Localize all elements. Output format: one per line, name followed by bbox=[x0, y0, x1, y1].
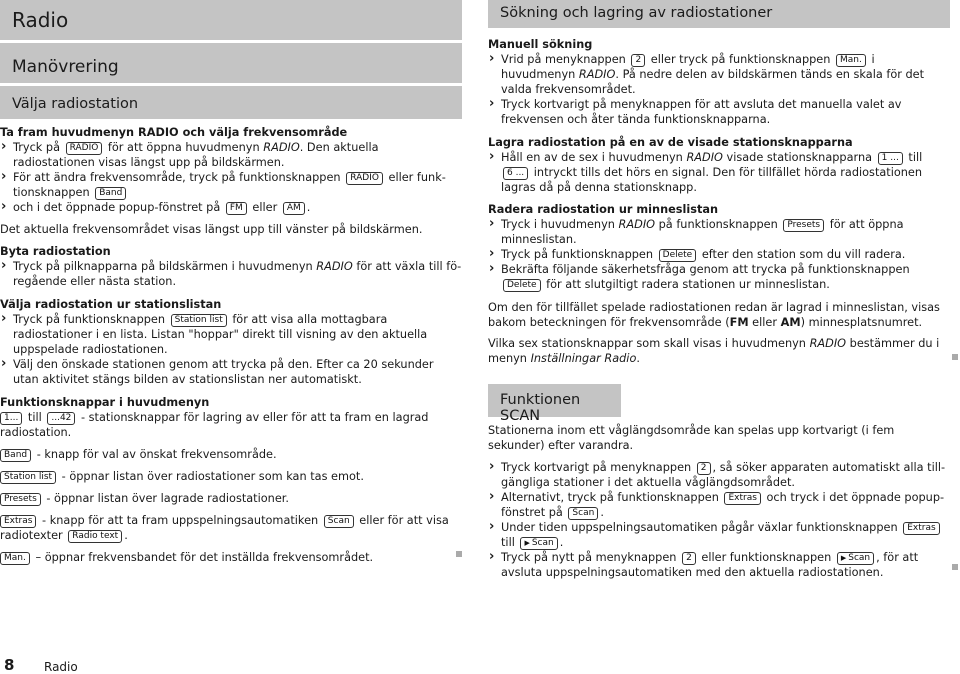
text: . bbox=[600, 506, 604, 519]
select-station-step: › Välj den önskade stationen genom att trycka på den. Efter ca 20 sekunder utan aktivitet stängs bilden av stationslistan ner automatiskt. bbox=[0, 357, 462, 387]
settings-paragraph bbox=[488, 336, 950, 366]
fk-band-row bbox=[0, 447, 462, 462]
text: Tryck på funktionsknappen bbox=[13, 313, 166, 326]
search-storage-heading: Sökning och lagring av radiostationer bbox=[488, 0, 950, 28]
text: eller funktionsknappen bbox=[13, 171, 446, 199]
text: visade stationsknapparna bbox=[726, 151, 873, 164]
presets-key: Presets bbox=[0, 493, 41, 506]
am-key: AM bbox=[283, 202, 305, 215]
fk-presets-row bbox=[0, 491, 462, 506]
scan-key: Scan bbox=[324, 515, 354, 528]
station-list-key: Station list bbox=[171, 314, 227, 327]
text: För att ändra frekvensområde, tryck på funktionsknappen bbox=[13, 171, 341, 184]
station-list-step bbox=[0, 312, 462, 357]
text: Tryck på pilknapparna på bildskärmen i huvudmenyn bbox=[13, 260, 313, 273]
memory-slot-paragraph bbox=[488, 300, 950, 330]
text: bestämmer du i menyn bbox=[488, 337, 940, 365]
text: . Den aktuella radiostationen visas längst upp på bildskärmen. bbox=[13, 141, 379, 169]
text: Tryck i huvudmenyn bbox=[501, 218, 615, 231]
text: för att öppna minneslistan. bbox=[501, 218, 904, 246]
manual-step-2: › Tryck kortvarigt på menyknappen för att avsluta det manuella valet av frekvensen och åter tända funktionsknapparna. bbox=[488, 97, 950, 127]
text: för att växla till föregående eller nästa station. bbox=[13, 260, 462, 288]
presets-key: Presets bbox=[783, 219, 824, 232]
text: till bbox=[27, 411, 42, 424]
text: Tryck på bbox=[13, 141, 61, 154]
preset-first-key: 1 ... bbox=[878, 152, 903, 165]
text: eller för att visa radiotexter bbox=[0, 514, 449, 542]
am-label: AM bbox=[780, 316, 801, 329]
settings-menu-name: Inställningar Radio bbox=[530, 352, 637, 365]
text: - knapp för val av önskat frekvensområde. bbox=[36, 448, 277, 461]
popup-step bbox=[0, 200, 462, 215]
text: intryckt tills det hörs en signal. Den för tillfället hörda radiostationen lagras då på denna stationsknapp. bbox=[501, 166, 923, 194]
section-heading: Manövrering bbox=[0, 43, 462, 83]
menu-knob-key: 2 bbox=[631, 54, 645, 67]
change-band-step bbox=[0, 170, 462, 200]
delete-station-block bbox=[488, 202, 950, 292]
intro-block bbox=[0, 125, 462, 237]
text: - stationsknappar för lagring av eller för att ta fram en lagrad radiostation. bbox=[0, 411, 429, 439]
radio-key: RADIO bbox=[346, 172, 383, 185]
text: Om den för tillfället spelade radiostationen redan är lagrad i minneslistan, visas bakom beteckningen för frekvensområde ( bbox=[488, 301, 940, 329]
store-station-block bbox=[488, 135, 950, 195]
text: och i det öppnade popup-fönstret på bbox=[13, 201, 221, 214]
current-band-note: Det aktuella frekvensområdet visas längst upp till vänster på bildskärmen. bbox=[0, 223, 423, 236]
text: - knapp för att ta fram uppspelningsautomatiken bbox=[42, 514, 319, 527]
scan-key: Scan bbox=[568, 507, 598, 520]
change-station-step bbox=[0, 259, 462, 289]
text: i huvudmenyn bbox=[501, 53, 875, 81]
text: efter den station som du vill radera. bbox=[701, 248, 906, 261]
band-key: Band bbox=[95, 187, 126, 200]
scan-intro: Stationerna inom ett våglängdsområde kan spelas upp kortvarigt (i fem sekunder) efter varandra. bbox=[488, 424, 895, 452]
text: för att öppna huvudmenyn bbox=[107, 141, 260, 154]
text: Tryck kortvarigt på menyknappen bbox=[501, 461, 692, 474]
page-number: 8 bbox=[4, 656, 15, 674]
menu-name: RADIO bbox=[618, 218, 656, 231]
text: , för att avsluta uppspelningsautomatiken med den aktuella radiostationen. bbox=[501, 551, 919, 579]
chapter-heading: Radio bbox=[0, 0, 462, 40]
text: . bbox=[124, 529, 128, 542]
end-of-section-mark bbox=[456, 551, 462, 557]
text: eller tryck på funktionsknappen bbox=[650, 53, 831, 66]
station-list-title: Välja radiostation ur stationslistan bbox=[0, 298, 222, 311]
scan-play-key: ▶ Scan bbox=[520, 537, 557, 550]
scan-step-4 bbox=[488, 550, 950, 580]
text: till bbox=[501, 536, 515, 549]
text: Tryck på funktionsknappen bbox=[501, 248, 654, 261]
menu-name: RADIO bbox=[578, 68, 616, 81]
extras-key: Extras bbox=[0, 515, 36, 528]
manual-step-1 bbox=[488, 52, 950, 97]
function-keys-block bbox=[0, 395, 462, 565]
text: - öppnar listan över lagrade radiostationer. bbox=[46, 492, 289, 505]
scan-step-2 bbox=[488, 490, 950, 520]
right-column bbox=[488, 0, 950, 579]
end-of-section-mark bbox=[952, 564, 958, 570]
text: Vilka sex stationsknappar som skall visas i huvudmenyn bbox=[488, 337, 806, 350]
scan-step-1 bbox=[488, 460, 950, 490]
preset-last-key: ...42 bbox=[47, 412, 75, 425]
text: . På nedre delen av bildskärmen tänds en skala för det valda frekvensområdet. bbox=[501, 68, 925, 96]
store-station-title: Lagra radiostation på en av de visade stationsknapparna bbox=[488, 136, 853, 149]
man-key: Man. bbox=[0, 552, 30, 565]
intro-title: Ta fram huvudmenyn RADIO och välja frekvensområde bbox=[0, 126, 348, 139]
extras-key: Extras bbox=[724, 492, 760, 505]
store-step bbox=[488, 150, 950, 195]
text: , så söker apparaten automatiskt alla tillgängliga stationer i det aktuella våglängdsområdet. bbox=[501, 461, 946, 489]
function-keys-title: Funktionsknappar i huvudmenyn bbox=[0, 396, 210, 409]
menu-name: RADIO bbox=[809, 337, 847, 350]
change-station-title: Byta radiostation bbox=[0, 245, 111, 258]
text: - öppnar listan över radiostationer som kan tas emot. bbox=[61, 470, 364, 483]
text: ) minnesplatsnumret. bbox=[800, 316, 923, 329]
footer-title: Radio bbox=[44, 660, 78, 674]
band-key: Band bbox=[0, 449, 31, 462]
text: Håll en av de sex i huvudmenyn bbox=[501, 151, 683, 164]
text: . bbox=[559, 536, 564, 549]
text: . bbox=[306, 201, 311, 214]
text: Bekräfta följande säkerhetsfråga genom att trycka på funktionsknappen bbox=[501, 263, 910, 276]
menu-knob-key: 2 bbox=[697, 462, 711, 475]
station-list-key: Station list bbox=[0, 471, 56, 484]
text: på funktionsknappen bbox=[658, 218, 778, 231]
delete-step-1 bbox=[488, 217, 950, 247]
delete-step-2 bbox=[488, 247, 950, 262]
text: . bbox=[636, 352, 640, 365]
menu-name: RADIO bbox=[316, 260, 353, 273]
text: och tryck i det öppnade popupfönstret på bbox=[501, 491, 945, 519]
text: Under tiden uppspelningsautomatiken pågår växlar funktionsknappen bbox=[501, 521, 898, 534]
text: Alternativt, tryck på funktionsknappen bbox=[501, 491, 719, 504]
fk-man-row bbox=[0, 550, 462, 565]
delete-station-title: Radera radiostation ur minneslistan bbox=[488, 203, 719, 216]
subsection-heading: Välja radiostation bbox=[0, 86, 462, 119]
text: Vrid på menyknappen bbox=[501, 53, 626, 66]
change-station-block bbox=[0, 244, 462, 289]
fk-preset-row bbox=[0, 410, 462, 440]
text: Tryck på nytt på menyknappen bbox=[501, 551, 677, 564]
text: till bbox=[908, 151, 923, 164]
menu-name: RADIO bbox=[263, 141, 300, 154]
delete-step-3 bbox=[488, 262, 950, 292]
preset-first-key: 1... bbox=[0, 412, 22, 425]
fm-label: FM bbox=[729, 316, 749, 329]
left-column bbox=[0, 0, 462, 564]
extras-key: Extras bbox=[903, 522, 939, 535]
text: för att visa alla mottagbara radiostationer i en lista. Listan "hoppar" direkt till visning av den aktuella uppspelade radiostationen. bbox=[13, 313, 428, 356]
scan-step-3 bbox=[488, 520, 950, 550]
radio-text-key: Radio text bbox=[68, 530, 122, 543]
delete-key: Delete bbox=[503, 279, 541, 292]
text: eller bbox=[252, 201, 278, 214]
man-key: Man. bbox=[836, 54, 866, 67]
text: eller funktionsknappen bbox=[701, 551, 832, 564]
text: eller bbox=[752, 316, 777, 329]
fm-key: FM bbox=[226, 202, 247, 215]
scan-heading: Funktionen SCAN bbox=[488, 384, 621, 417]
scan-play-key: ▶ Scan bbox=[837, 552, 874, 565]
menu-knob-key: 2 bbox=[682, 552, 696, 565]
manual-search-title: Manuell sökning bbox=[488, 38, 593, 51]
preset-sixth-key: 6 ... bbox=[503, 167, 528, 180]
fk-station-list-row bbox=[0, 469, 462, 484]
intro-step bbox=[0, 140, 462, 170]
station-list-block bbox=[0, 297, 462, 387]
radio-key: RADIO bbox=[66, 142, 103, 155]
end-of-section-mark bbox=[952, 354, 958, 360]
text: för att slutgiltigt radera stationen ur minneslistan. bbox=[546, 278, 830, 291]
fk-extras-row bbox=[0, 513, 462, 543]
scan-steps bbox=[488, 460, 950, 580]
text: – öppnar frekvensbandet för det inställda frekvensområdet. bbox=[35, 551, 374, 564]
manual-search-block bbox=[488, 37, 950, 127]
menu-name: RADIO bbox=[686, 151, 723, 164]
delete-key: Delete bbox=[659, 249, 697, 262]
